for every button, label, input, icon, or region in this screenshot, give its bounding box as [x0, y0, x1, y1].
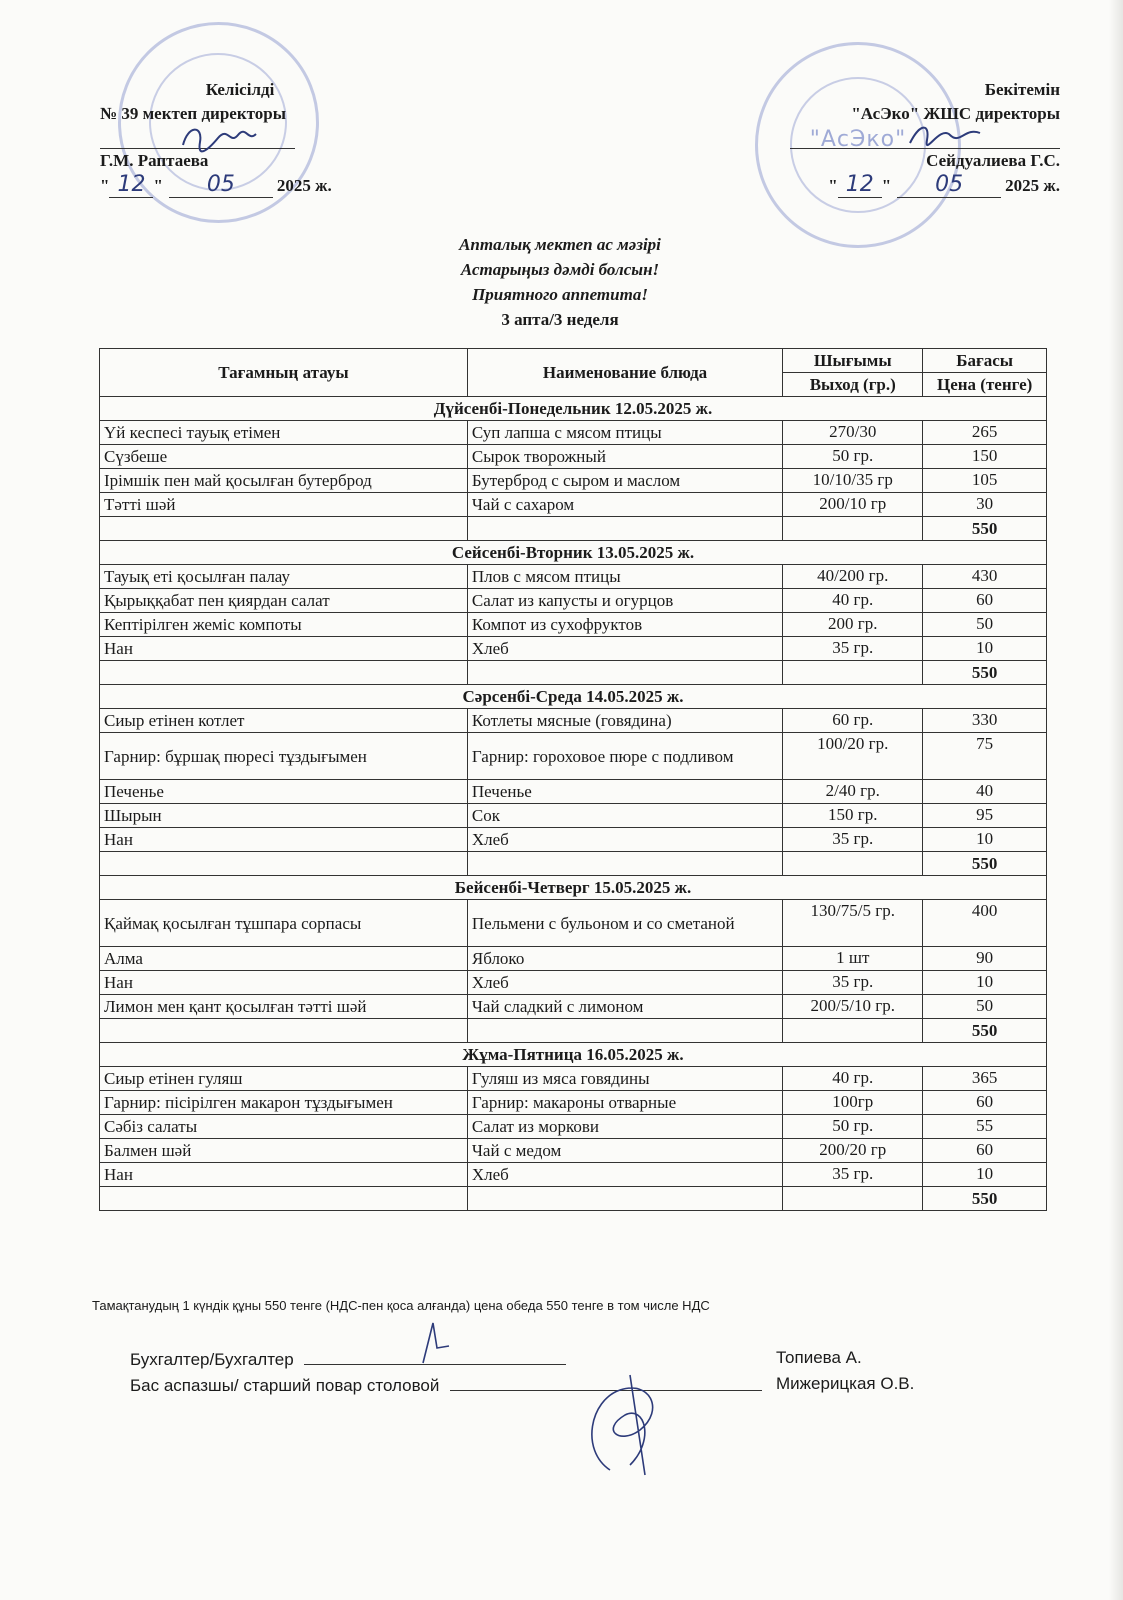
dish-price: 400	[923, 900, 1047, 947]
dish-name-kk: Печенье	[100, 780, 468, 804]
dish-name-ru: Гарнир: макароны отварные	[467, 1091, 782, 1115]
total-empty	[100, 1019, 468, 1043]
approval-right-title: Бекітемін	[984, 80, 1060, 99]
dish-output: 100гр	[783, 1091, 923, 1115]
total-empty	[467, 852, 782, 876]
table-row	[100, 780, 1047, 804]
total-empty	[467, 661, 782, 685]
dish-output: 200/20 гр	[783, 1139, 923, 1163]
dish-output: 1 шт	[783, 947, 923, 971]
dish-name-ru: Чай сладкий с лимоном	[467, 995, 782, 1019]
day-header-row	[100, 397, 1047, 421]
total-empty	[100, 517, 468, 541]
total-empty	[100, 852, 468, 876]
total-empty	[783, 661, 923, 685]
cook-name: Мижерицкая О.В.	[776, 1374, 915, 1393]
total-row	[100, 1187, 1047, 1211]
header-price-kk: Бағасы	[923, 349, 1047, 373]
table-row	[100, 1115, 1047, 1139]
dish-name-ru: Котлеты мясные (говядина)	[467, 709, 782, 733]
approval-left-title: Келісілді	[205, 80, 275, 99]
dish-name-ru: Печенье	[467, 780, 782, 804]
dish-price: 150	[923, 445, 1047, 469]
dish-name-ru: Хлеб	[467, 1163, 782, 1187]
approval-left-name: Г.М. Раптаева	[100, 151, 209, 170]
header-price-ru: Цена (тенге)	[923, 373, 1047, 397]
dish-output: 40/200 гр.	[783, 565, 923, 589]
dish-name-ru: Компот из сухофруктов	[467, 613, 782, 637]
approval-right-day: 12	[838, 173, 882, 198]
dish-name-ru: Салат из капусты и огурцов	[467, 589, 782, 613]
day-total: 550	[923, 852, 1047, 876]
total-empty	[467, 1019, 782, 1043]
dish-name-kk: Тәтті шәй	[100, 493, 468, 517]
day-total: 550	[923, 1019, 1047, 1043]
dish-price: 105	[923, 469, 1047, 493]
table-row	[100, 971, 1047, 995]
accountant-label: Бухгалтер/Бухгалтер	[130, 1350, 294, 1369]
dish-price: 10	[923, 828, 1047, 852]
dish-output: 40 гр.	[783, 589, 923, 613]
dish-name-kk: Нан	[100, 828, 468, 852]
manager-signature	[905, 115, 985, 155]
total-empty	[100, 661, 468, 685]
dish-name-ru: Суп лапша с мясом птицы	[467, 421, 782, 445]
table-row	[100, 1139, 1047, 1163]
dish-price: 60	[923, 1091, 1047, 1115]
dish-price: 40	[923, 780, 1047, 804]
total-row	[100, 852, 1047, 876]
stamp-text: "АсЭко"	[809, 127, 907, 152]
cook-signature	[570, 1370, 680, 1480]
table-row	[100, 947, 1047, 971]
dish-output: 200/5/10 гр.	[783, 995, 923, 1019]
dish-output: 100/20 гр.	[783, 733, 923, 780]
page-edge	[1109, 0, 1123, 1600]
table-row	[100, 733, 1047, 780]
day-total: 550	[923, 517, 1047, 541]
dish-name-kk: Үй кеспесі тауық етімен	[100, 421, 468, 445]
table-row	[100, 493, 1047, 517]
title-line-3: Приятного аппетита!	[472, 285, 648, 304]
dish-output: 35 гр.	[783, 971, 923, 995]
table-row	[100, 613, 1047, 637]
dish-name-ru: Яблоко	[467, 947, 782, 971]
table-row	[100, 1091, 1047, 1115]
total-empty	[783, 1187, 923, 1211]
table-row	[100, 1163, 1047, 1187]
approval-right-date: " 12 " 05 2025 ж.	[828, 172, 1060, 197]
total-empty	[783, 852, 923, 876]
day-title: Дүйсенбі-Понедельник 12.05.2025 ж.	[100, 397, 1047, 421]
dish-output: 2/40 гр.	[783, 780, 923, 804]
dish-output: 60 гр.	[783, 709, 923, 733]
total-empty	[783, 517, 923, 541]
dish-name-kk: Қаймақ қосылған тұшпара сорпасы	[100, 900, 468, 947]
table-row	[100, 469, 1047, 493]
dish-name-kk: Алма	[100, 947, 468, 971]
dish-output: 200 гр.	[783, 613, 923, 637]
dish-name-ru: Гуляш из мяса говядины	[467, 1067, 782, 1091]
dish-name-kk: Шырын	[100, 804, 468, 828]
dish-name-kk: Ірімшік пен май қосылған бутерброд	[100, 469, 468, 493]
dish-name-kk: Сиыр етінен гуляш	[100, 1067, 468, 1091]
menu-title	[300, 232, 820, 332]
day-title: Бейсенбі-Четверг 15.05.2025 ж.	[100, 876, 1047, 900]
dish-name-ru: Хлеб	[467, 828, 782, 852]
dish-name-kk: Кептірілген жеміс компоты	[100, 613, 468, 637]
approval-right-name: Сейдуалиева Г.С.	[926, 151, 1060, 170]
approval-right-position: "АсЭко" ЖШС директоры	[851, 104, 1060, 123]
dish-price: 330	[923, 709, 1047, 733]
dish-price: 10	[923, 1163, 1047, 1187]
dish-name-kk: Балмен шәй	[100, 1139, 468, 1163]
total-empty	[467, 1187, 782, 1211]
dish-output: 35 гр.	[783, 637, 923, 661]
dish-price: 50	[923, 995, 1047, 1019]
approval-left-date: " 12 " 05 2025 ж.	[100, 172, 332, 197]
dish-name-kk: Гарнир: пісірілген макарон тұздығымен	[100, 1091, 468, 1115]
table-row	[100, 421, 1047, 445]
dish-price: 95	[923, 804, 1047, 828]
table-row	[100, 637, 1047, 661]
dish-price: 75	[923, 733, 1047, 780]
header-out-ru: Выход (гр.)	[783, 373, 923, 397]
header-ru: Наименование блюда	[467, 349, 782, 397]
dish-price: 365	[923, 1067, 1047, 1091]
dish-output: 50 гр.	[783, 445, 923, 469]
table-row	[100, 709, 1047, 733]
dish-output: 35 гр.	[783, 1163, 923, 1187]
dish-price: 50	[923, 613, 1047, 637]
table-row	[100, 900, 1047, 947]
approval-right-year: 2025 ж.	[1005, 176, 1060, 195]
approval-left-day: 12	[109, 173, 153, 198]
footer-note: Тамақтанудың 1 күндік құны 550 тенге (НДС-пен қоса алғанда) цена обеда 550 тенге в том числе НДС	[92, 1298, 710, 1313]
dish-name-kk: Нан	[100, 1163, 468, 1187]
table-row	[100, 828, 1047, 852]
dish-price: 10	[923, 971, 1047, 995]
title-line-2: Астарыңыз дәмді болсын!	[460, 260, 660, 279]
accountant-signature	[415, 1318, 455, 1368]
dish-price: 430	[923, 565, 1047, 589]
accountant-row	[130, 1348, 566, 1370]
dish-name-kk: Лимон мен қант қосылған тәтті шәй	[100, 995, 468, 1019]
header-row	[100, 349, 1047, 373]
total-row	[100, 661, 1047, 685]
dish-price: 60	[923, 1139, 1047, 1163]
dish-price: 30	[923, 493, 1047, 517]
day-total: 550	[923, 1187, 1047, 1211]
dish-name-kk: Сәбіз салаты	[100, 1115, 468, 1139]
day-header-row	[100, 1043, 1047, 1067]
dish-name-ru: Бутерброд с сыром и маслом	[467, 469, 782, 493]
dish-output: 40 гр.	[783, 1067, 923, 1091]
dish-name-ru: Хлеб	[467, 637, 782, 661]
table-row	[100, 1067, 1047, 1091]
director-signature	[178, 120, 258, 160]
dish-name-kk: Нан	[100, 971, 468, 995]
day-header-row	[100, 541, 1047, 565]
dish-name-ru: Пельмени с бульоном и со сметаной	[467, 900, 782, 947]
dish-price: 265	[923, 421, 1047, 445]
total-empty	[467, 517, 782, 541]
dish-name-ru: Сок	[467, 804, 782, 828]
approval-left-position: № 39 мектеп директоры	[100, 104, 286, 123]
title-week: 3 апта/3 неделя	[501, 310, 619, 329]
dish-output: 10/10/35 гр	[783, 469, 923, 493]
menu-body	[100, 397, 1047, 1211]
dish-name-ru: Хлеб	[467, 971, 782, 995]
total-empty	[100, 1187, 468, 1211]
dish-name-ru: Сырок творожный	[467, 445, 782, 469]
dish-name-ru: Гарнир: гороховое пюре с подливом	[467, 733, 782, 780]
dish-name-kk: Гарнир: бұршақ пюресі тұздығымен	[100, 733, 468, 780]
approval-right-month: 05	[897, 173, 1001, 198]
table-row	[100, 565, 1047, 589]
dish-output: 35 гр.	[783, 828, 923, 852]
total-row	[100, 1019, 1047, 1043]
header-out-kk: Шығымы	[783, 349, 923, 373]
day-title: Сәрсенбі-Среда 14.05.2025 ж.	[100, 685, 1047, 709]
day-total: 550	[923, 661, 1047, 685]
dish-name-ru: Салат из моркови	[467, 1115, 782, 1139]
accountant-name: Топиева А.	[776, 1348, 862, 1367]
dish-output: 130/75/5 гр.	[783, 900, 923, 947]
total-row	[100, 517, 1047, 541]
dish-name-ru: Чай с сахаром	[467, 493, 782, 517]
dish-name-kk: Нан	[100, 637, 468, 661]
dish-name-kk: Тауық еті қосылған палау	[100, 565, 468, 589]
dish-name-kk: Сүзбеше	[100, 445, 468, 469]
dish-name-kk: Қырыққабат пен қиярдан салат	[100, 589, 468, 613]
header-kk: Тағамның атауы	[100, 349, 468, 397]
approval-left-month: 05	[169, 173, 273, 198]
total-empty	[783, 1019, 923, 1043]
table-row	[100, 445, 1047, 469]
dish-output: 200/10 гр	[783, 493, 923, 517]
day-header-row	[100, 876, 1047, 900]
dish-output: 270/30	[783, 421, 923, 445]
dish-price: 10	[923, 637, 1047, 661]
dish-price: 60	[923, 589, 1047, 613]
dish-output: 50 гр.	[783, 1115, 923, 1139]
table-row	[100, 589, 1047, 613]
dish-price: 90	[923, 947, 1047, 971]
table-row	[100, 995, 1047, 1019]
approval-left-year: 2025 ж.	[276, 176, 332, 195]
menu-table	[99, 348, 1047, 1211]
table-row	[100, 804, 1047, 828]
dish-name-kk: Сиыр етінен котлет	[100, 709, 468, 733]
cook-label: Бас аспазшы/ старший повар столовой	[130, 1376, 440, 1395]
day-title: Сейсенбі-Вторник 13.05.2025 ж.	[100, 541, 1047, 565]
dish-name-ru: Плов с мясом птицы	[467, 565, 782, 589]
title-line-1: Апталық мектеп ас мәзірі	[459, 235, 661, 254]
dish-output: 150 гр.	[783, 804, 923, 828]
dish-name-ru: Чай с медом	[467, 1139, 782, 1163]
dish-price: 55	[923, 1115, 1047, 1139]
day-title: Жұма-Пятница 16.05.2025 ж.	[100, 1043, 1047, 1067]
day-header-row	[100, 685, 1047, 709]
